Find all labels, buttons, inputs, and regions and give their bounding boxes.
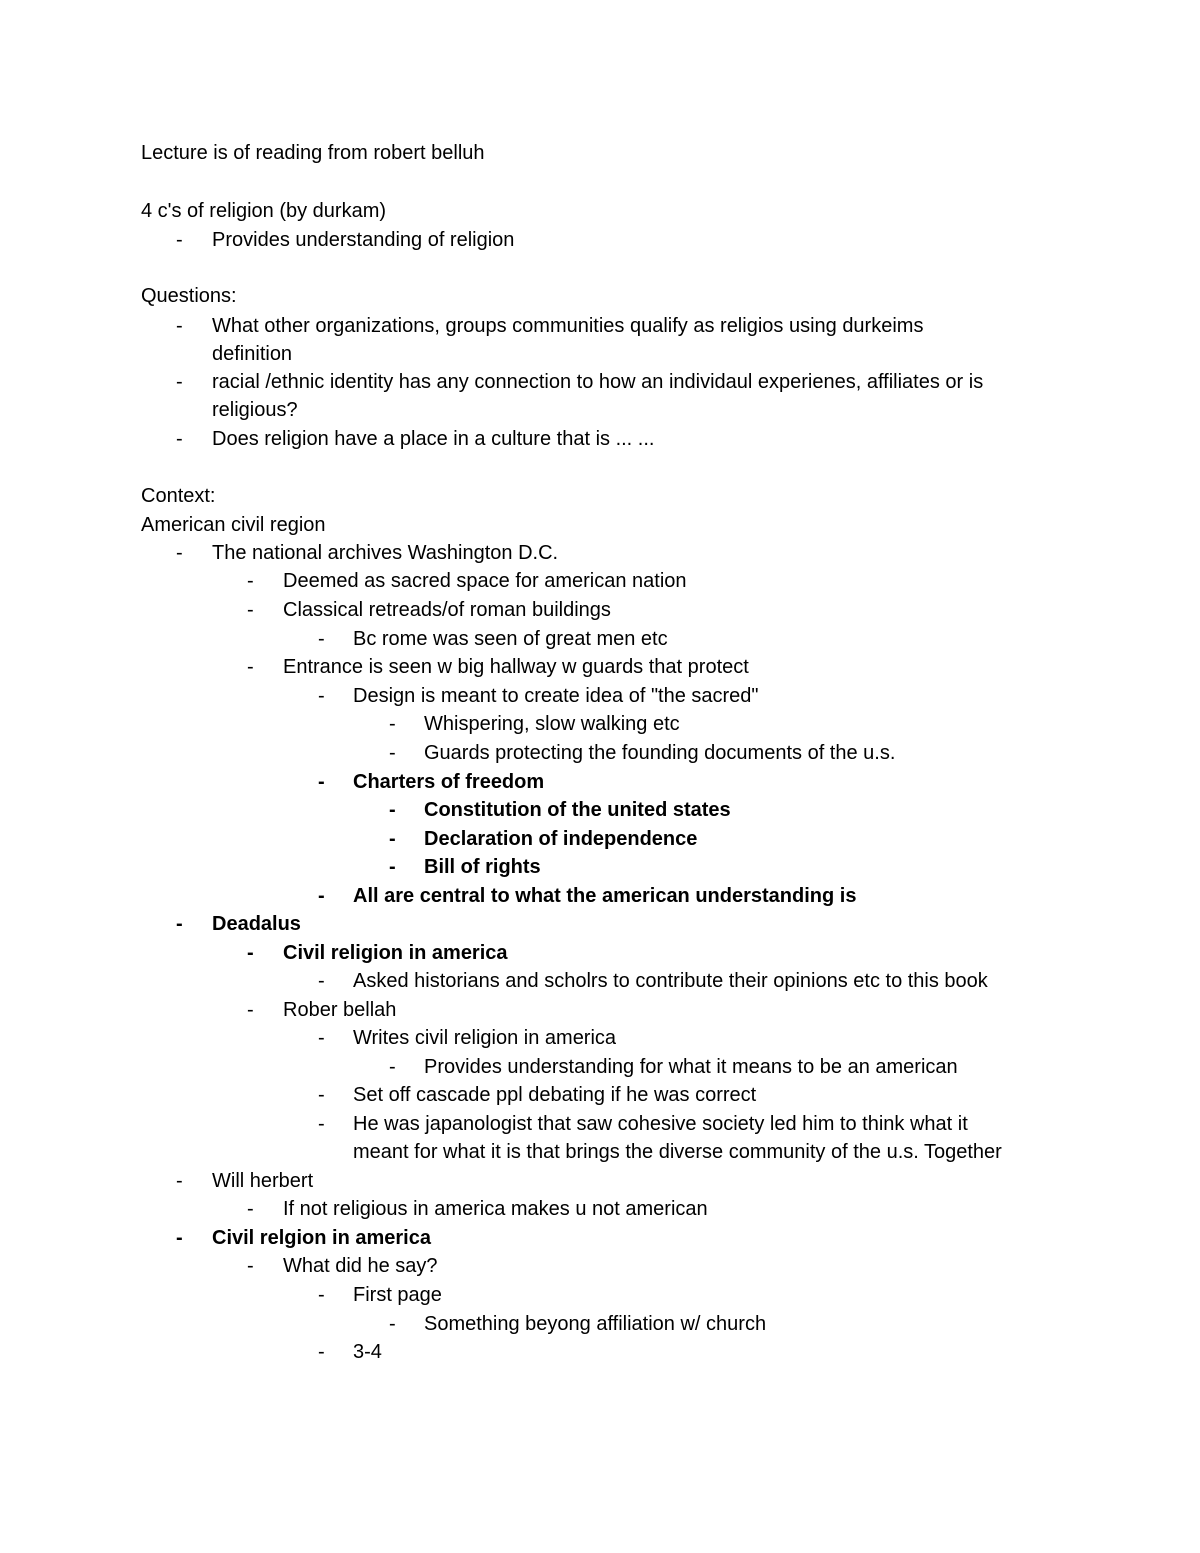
- list-item: [0, 827, 1200, 851]
- line-text: Bc rome was seen of great men etc: [353, 628, 668, 650]
- line-text: Rober bellah: [283, 999, 397, 1021]
- bullet-dash: -: [176, 371, 183, 393]
- list-item: [0, 969, 1200, 993]
- bullet-dash: -: [318, 1027, 325, 1049]
- bullet-dash: -: [318, 685, 325, 707]
- bullet-dash: -: [389, 713, 396, 735]
- line-text: religious?: [212, 399, 298, 421]
- line-text: Bill of rights: [424, 856, 541, 878]
- bullet-dash: -: [318, 1284, 325, 1306]
- list-item: [0, 712, 1200, 736]
- list-item: [0, 1226, 1200, 1250]
- line-text: Charters of freedom: [353, 771, 545, 793]
- line-text: Entrance is seen w big hallway w guards that protect: [283, 656, 749, 678]
- text-line: [0, 141, 1200, 165]
- line-text: Provides understanding of religion: [212, 229, 515, 251]
- line-text: Whispering, slow walking etc: [424, 713, 680, 735]
- bullet-dash: -: [318, 1084, 325, 1106]
- bullet-dash: -: [176, 229, 183, 251]
- bullet-dash: -: [176, 913, 183, 935]
- bullet-dash: -: [318, 1341, 325, 1363]
- text-line: [0, 1140, 1200, 1164]
- text-line: [0, 398, 1200, 422]
- bullet-dash: -: [247, 1255, 254, 1277]
- list-item: [0, 569, 1200, 593]
- line-text: The national archives Washington D.C.: [212, 542, 559, 564]
- bullet-dash: -: [318, 970, 325, 992]
- bullet-dash: -: [389, 1056, 396, 1078]
- list-item: [0, 1197, 1200, 1221]
- bullet-dash: -: [318, 1113, 325, 1135]
- list-item: [0, 941, 1200, 965]
- line-text: 4 c's of religion (by durkam): [141, 200, 387, 222]
- bullet-dash: -: [176, 428, 183, 450]
- line-text: racial /ethnic identity has any connection to how an individaul experienes, affiliates or is: [212, 371, 984, 393]
- bullet-dash: -: [176, 542, 183, 564]
- line-text: definition: [212, 343, 293, 365]
- bullet-dash: -: [247, 999, 254, 1021]
- list-item: [0, 1112, 1200, 1136]
- bullet-dash: -: [176, 1227, 183, 1249]
- list-item: [0, 627, 1200, 651]
- bullet-dash: -: [389, 856, 396, 878]
- list-item: [0, 1254, 1200, 1278]
- text-line: [0, 342, 1200, 366]
- list-item: [0, 912, 1200, 936]
- list-item: [0, 1026, 1200, 1050]
- line-text: Declaration of independence: [424, 828, 698, 850]
- list-item: [0, 855, 1200, 879]
- list-item: [0, 1083, 1200, 1107]
- list-item: [0, 1283, 1200, 1307]
- line-text: meant for what it is that brings the diverse community of the u.s. Together: [353, 1141, 1002, 1163]
- list-item: [0, 741, 1200, 765]
- list-item: [0, 427, 1200, 451]
- bullet-dash: -: [389, 1313, 396, 1335]
- line-text: Deemed as sacred space for american nation: [283, 570, 687, 592]
- bullet-dash: -: [318, 885, 325, 907]
- line-text: Context:: [141, 485, 216, 507]
- line-text: Guards protecting the founding documents of the u.s.: [424, 742, 896, 764]
- line-text: Questions:: [141, 285, 237, 307]
- list-item: [0, 370, 1200, 394]
- bullet-dash: -: [247, 656, 254, 678]
- line-text: Classical retreads/of roman buildings: [283, 599, 611, 621]
- line-text: Lecture is of reading from robert belluh: [141, 142, 485, 164]
- bullet-dash: -: [176, 1170, 183, 1192]
- line-text: What did he say?: [283, 1255, 438, 1277]
- line-text: American civil region: [141, 514, 326, 536]
- bullet-dash: -: [389, 799, 396, 821]
- bullet-dash: -: [247, 570, 254, 592]
- line-text: What other organizations, groups communities qualify as religios using durkeims: [212, 315, 924, 337]
- bullet-dash: -: [247, 1198, 254, 1220]
- list-item: [0, 1055, 1200, 1079]
- line-text: 3-4: [353, 1341, 382, 1363]
- line-text: He was japanologist that saw cohesive society led him to think what it: [353, 1113, 968, 1135]
- line-text: Set off cascade ppl debating if he was correct: [353, 1084, 757, 1106]
- line-text: If not religious in america makes u not american: [283, 1198, 708, 1220]
- bullet-dash: -: [247, 599, 254, 621]
- list-item: [0, 998, 1200, 1022]
- line-text: Civil religion in america: [283, 942, 508, 964]
- text-line: [0, 284, 1200, 308]
- line-text: Civil relgion in america: [212, 1227, 431, 1249]
- line-text: Constitution of the united states: [424, 799, 731, 821]
- line-text: Provides understanding for what it means to be an american: [424, 1056, 958, 1078]
- text-line: [0, 199, 1200, 223]
- text-line: [0, 513, 1200, 537]
- line-text: Writes civil religion in america: [353, 1027, 617, 1049]
- list-item: [0, 598, 1200, 622]
- bullet-dash: -: [318, 771, 325, 793]
- bullet-dash: -: [176, 315, 183, 337]
- line-text: Something beyong affiliation w/ church: [424, 1313, 767, 1335]
- list-item: [0, 770, 1200, 794]
- line-text: Design is meant to create idea of "the sacred": [353, 685, 759, 707]
- line-text: Deadalus: [212, 913, 301, 935]
- list-item: [0, 884, 1200, 908]
- line-text: Asked historians and scholrs to contribute their opinions etc to this book: [353, 970, 988, 992]
- line-text: First page: [353, 1284, 442, 1306]
- list-item: [0, 228, 1200, 252]
- bullet-dash: -: [247, 942, 254, 964]
- list-item: [0, 684, 1200, 708]
- line-text: All are central to what the american understanding is: [353, 885, 857, 907]
- line-text: Does religion have a place in a culture that is ... ...: [212, 428, 655, 450]
- bullet-dash: -: [389, 742, 396, 764]
- line-text: Will herbert: [212, 1170, 314, 1192]
- text-line: [0, 484, 1200, 508]
- bullet-dash: -: [318, 628, 325, 650]
- list-item: [0, 1340, 1200, 1364]
- list-item: [0, 798, 1200, 822]
- list-item: [0, 541, 1200, 565]
- list-item: [0, 1312, 1200, 1336]
- list-item: [0, 314, 1200, 338]
- bullet-dash: -: [389, 828, 396, 850]
- list-item: [0, 1169, 1200, 1193]
- list-item: [0, 655, 1200, 679]
